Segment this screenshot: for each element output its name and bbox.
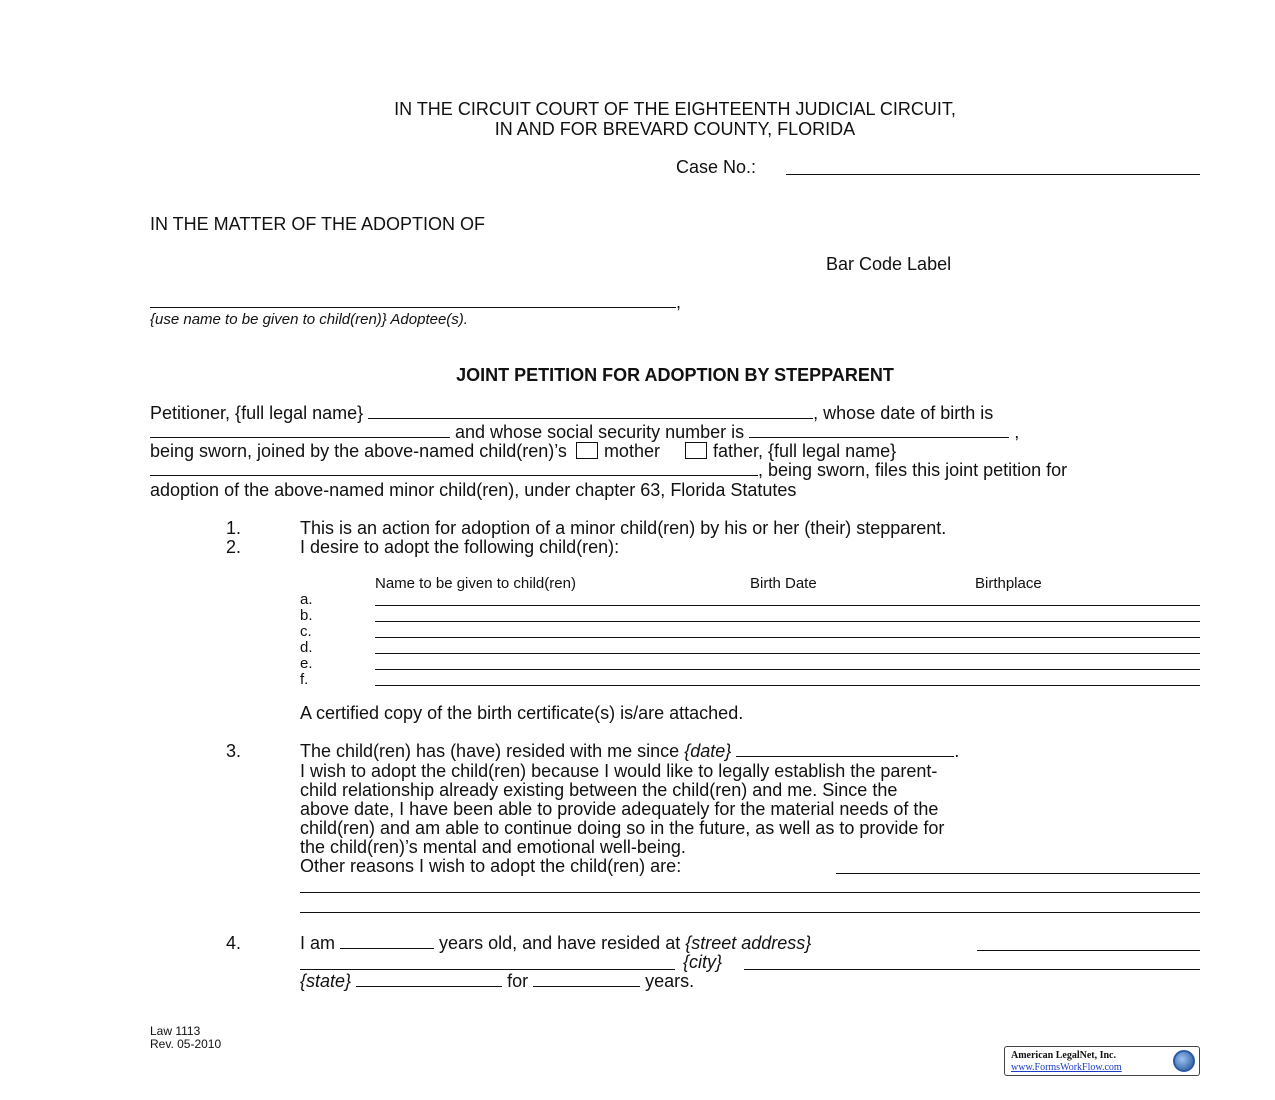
intro-line4	[150, 461, 1067, 480]
adoptee-hint: {use name to be given to child(ren)} Adoptee(s).	[150, 311, 468, 328]
city-hint: {city}	[683, 952, 723, 972]
street-address-field[interactable]	[977, 950, 1200, 951]
state-hint: {state}	[300, 971, 352, 991]
form-number: Law 1113	[150, 1024, 201, 1038]
col-header-name: Name to be given to child(ren)	[375, 575, 576, 592]
resided-since-field[interactable]	[736, 742, 954, 757]
child-row-label: e.	[300, 655, 313, 672]
reason-paragraph-line: above date, I have been able to provide adequately for the material needs of the	[300, 799, 939, 819]
item-3-line1	[300, 742, 959, 761]
reason-paragraph-line: the child(ren)’s mental and emotional well-being.	[300, 837, 686, 857]
globe-icon	[1173, 1050, 1195, 1072]
reason-paragraph-line: child relationship already existing between the child(ren) and me. Since the	[300, 780, 898, 800]
sworn-label: being sworn, joined by the above-named child(ren)’s	[150, 441, 567, 461]
child-row-label: b.	[300, 607, 313, 624]
other-reasons-field[interactable]	[836, 873, 1200, 874]
legalnet-logo[interactable]	[1004, 1046, 1200, 1076]
mother-label: mother	[603, 441, 660, 461]
street-address-hint: {street address}	[685, 933, 812, 953]
court-title-line1: IN THE CIRCUIT COURT OF THE EIGHTEENTH JUDICIAL CIRCUIT,	[394, 99, 956, 119]
state-field[interactable]	[356, 972, 502, 987]
col-header-birthplace: Birthplace	[975, 575, 1042, 592]
logo-company-name: American LegalNet, Inc.	[1011, 1050, 1116, 1061]
child-row-field[interactable]	[375, 669, 1200, 670]
ssn-comma: ,	[1014, 422, 1020, 442]
dob-field[interactable]	[150, 423, 450, 438]
parent-name-field[interactable]	[150, 461, 758, 476]
adoptee-name-field[interactable]	[150, 307, 676, 308]
adoptee-comma: ,	[676, 292, 682, 312]
years-label: years.	[645, 971, 695, 991]
matter-label: IN THE MATTER OF THE ADOPTION OF	[150, 214, 486, 234]
child-row-label: c.	[300, 623, 312, 640]
i-am-label: I am	[300, 933, 336, 953]
child-row-field[interactable]	[375, 637, 1200, 638]
resided-label: The child(ren) has (have) resided with me since	[300, 741, 680, 761]
date-hint: {date}	[684, 741, 732, 761]
other-reasons-field[interactable]	[300, 912, 1200, 913]
mother-checkbox[interactable]	[576, 442, 598, 459]
case-no-field[interactable]	[786, 174, 1200, 175]
bar-code-label: Bar Code Label	[826, 254, 952, 274]
father-checkbox[interactable]	[685, 442, 707, 459]
certified-copy-text: A certified copy of the birth certificate(s) is/are attached.	[300, 703, 744, 723]
col-header-birth-date: Birth Date	[750, 575, 817, 592]
files-label: , being sworn, files this joint petition for	[758, 460, 1068, 480]
child-row-field[interactable]	[375, 621, 1200, 622]
item-4-number: 4.	[226, 933, 242, 953]
reason-paragraph-line: I wish to adopt the child(ren) because I would like to legally establish the parent-	[300, 761, 938, 781]
court-title-line2: IN AND FOR BREVARD COUNTY, FLORIDA	[494, 119, 856, 139]
item-2-number: 2.	[226, 537, 242, 557]
ssn-field[interactable]	[749, 423, 1009, 438]
dob-label: , whose date of birth is	[813, 403, 994, 423]
case-no-label: Case No.:	[676, 157, 757, 177]
father-label: father, {full legal name}	[712, 441, 897, 461]
years-old-label: years old, and have resided at	[439, 933, 681, 953]
years-field[interactable]	[533, 972, 640, 987]
for-label: for	[507, 971, 529, 991]
petitioner-name-field[interactable]	[368, 404, 813, 419]
reason-paragraph-line: child(ren) and am able to continue doing so in the future, as well as to provide for	[300, 818, 945, 838]
intro-line5: adoption of the above-named minor child(ren), under chapter 63, Florida Statutes	[150, 480, 797, 500]
item-1-text: This is an action for adoption of a minor child(ren) by his or her (their) stepparent.	[300, 518, 947, 538]
item-4-line1	[300, 934, 811, 953]
other-reasons-field[interactable]	[300, 892, 1200, 893]
city-field[interactable]	[744, 969, 1200, 970]
child-row-field[interactable]	[375, 653, 1200, 654]
document-title: JOINT PETITION FOR ADOPTION BY STEPPARENT	[456, 365, 894, 385]
child-row-label: d.	[300, 639, 313, 656]
form-revision: Rev. 05-2010	[150, 1037, 222, 1051]
petitioner-label: Petitioner, {full legal name}	[150, 403, 364, 423]
child-row-field[interactable]	[375, 605, 1200, 606]
child-row-label: a.	[300, 591, 313, 608]
intro-line1	[150, 404, 993, 423]
intro-line2	[150, 423, 1019, 442]
child-row-label: f.	[300, 671, 309, 688]
other-reasons-label: Other reasons I wish to adopt the child(ren) are:	[300, 856, 682, 876]
resided-period: .	[954, 741, 960, 761]
item-2-text: I desire to adopt the following child(ren):	[300, 537, 620, 557]
intro-line3	[150, 442, 896, 461]
child-row-field[interactable]	[375, 685, 1200, 686]
item-3-number: 3.	[226, 741, 242, 761]
age-field[interactable]	[340, 934, 434, 949]
logo-url-link[interactable]: www.FormsWorkFlow.com	[1011, 1062, 1122, 1073]
ssn-label: and whose social security number is	[455, 422, 745, 442]
item-4-line3	[300, 972, 694, 991]
item-1-number: 1.	[226, 518, 242, 538]
street-address-field-cont[interactable]	[300, 969, 675, 970]
